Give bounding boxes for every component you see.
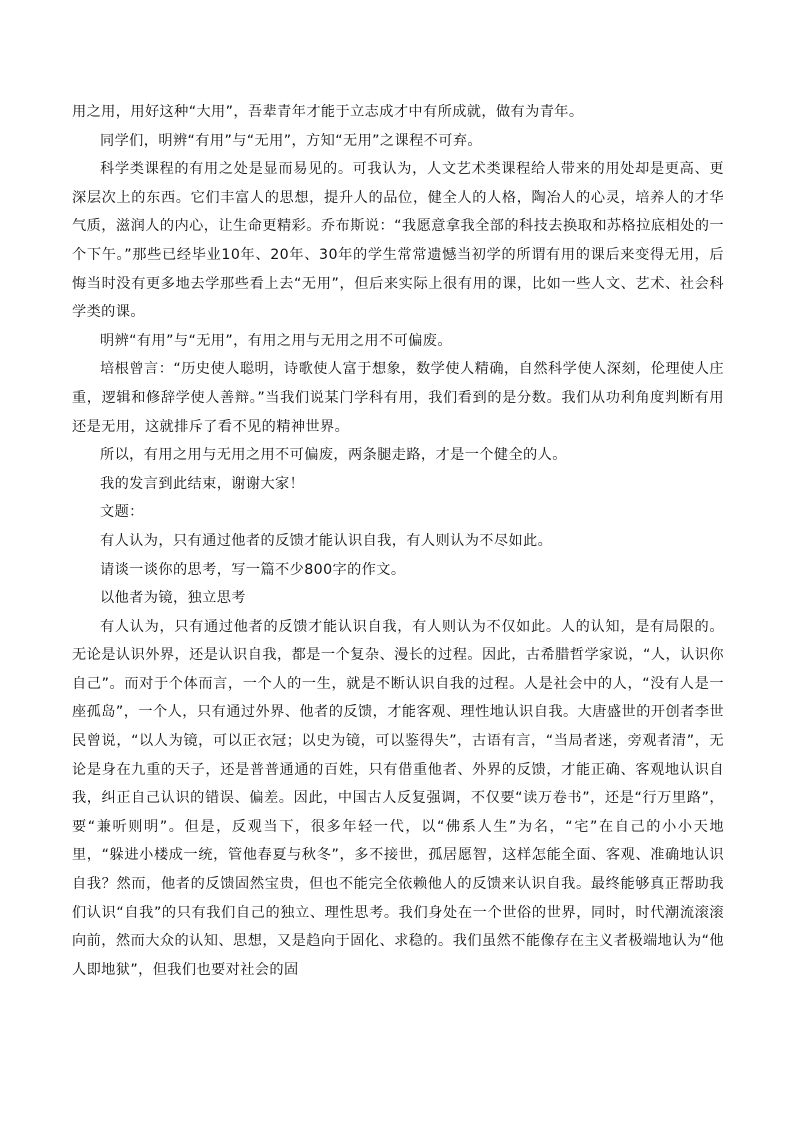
document-body <box>72 98 724 984</box>
essay-title: 以他者为镜，独立思考 <box>100 590 246 607</box>
prompt-label: 文题： <box>100 504 144 521</box>
prompt-text: 有人认为，只有通过他者的反馈才能认识自我，有人则认为不尽如此。 <box>100 532 553 549</box>
essay-paragraph: 有人认为，只有通过他者的反馈才能认识自我，有人则认为不仅如此。人的认知，是有局限的。无论是认识外界，还是认识自我，都是一个复杂、漫长的过程。因此，古希腊哲学家说，“人，认识你自己”。而对于个体而言，一个人的一生，就是不断认识自我的过程。人是社会中的人，“没有人是一座孤岛”，一个人，只有通过外界、他者的反馈，才能客观、理性地认识自我。大唐盛世的开创者李世民曾说，“以人为镜，可以正衣冠；以史为镜，可以鉴得失”，古语有言，“当局者迷，旁观者清”，无论是身在九重的天子，还是普普通通的百姓，只有借重他者、外界的反馈，才能正确、客观地认识自我，纠正自己认识的错误、偏差。因此，中国古人反复强调，不仅要“读万卷书”，还是“行万里路”，要“兼听则明”。但是，反观当下，很多年轻一代，以“佛系人生”为名，“宅”在自己的小小天地里，“躲进小楼成一统，管他春夏与秋冬”，多不接世，孤居愿智，这样怎能全面、客观、准确地认识自我？然而，他者的反馈固然宝贵，但也不能完全依赖他人的反馈来认识自我。最终能够真正帮助我们认识“自我”的只有我们自己的独立、理性思考。我们身处在一个世俗的世界，同时，时代潮流滚滚向前，然而大众的认知、思想，又是趋向于固化、求稳的。我们虽然不能像存在主义者极端地认为“他人即地狱”，但我们也要对社会的固 <box>72 618 725 978</box>
paragraph: 培根曾言：“历史使人聪明，诗歌使人富于想象，数学使人精确，自然科学使人深刻，伦理使人庄重，逻辑和修辞学使人善辩。”当我们说某门学科有用，我们看到的是分数。我们从功利角度判断有用还是无用，这就排斥了看不见的精神世界。 <box>72 361 724 435</box>
paragraph: 同学们，明辨“有用”与“无用”，方知“无用”之课程不可弃。 <box>100 132 483 149</box>
paragraph: 明辨“有用”与“无用”，有用之用与无用之用不可偏废。 <box>100 332 452 349</box>
paragraph-continuation: 用之用，用好这种“大用”，吾辈青年才能于立志成才中有所成就，做有为青年。 <box>72 104 584 120</box>
closing-line: 我的发言到此结束，谢谢大家！ <box>100 475 305 492</box>
prompt-instruction: 请谈一谈你的思考，写一篇不少800字的作文。 <box>100 561 406 578</box>
paragraph: 科学类课程的有用之处是显而易见的。可我认为，人文艺术类课程给人带来的用处却是更高、更深层次上的东西。它们丰富人的思想，提升人的品位，健全人的人格，陶冶人的心灵，培养人的才华气质，滋润人的内心，让生命更精彩。乔布斯说：“我愿意拿我全部的科技去换取和苏格拉底相处的一个下午。”那些已经毕业10年、20年、30年的学生常常遗憾当初学的所谓有用的课后来变得无用，后悔当时没有更多地去学那些看上去“无用”，但后来实际上很有用的课，比如一些人文、艺术、社会科学类的课。 <box>72 161 724 321</box>
paragraph: 所以，有用之用与无用之用不可偏废，两条腿走路，才是一个健全的人。 <box>100 447 567 464</box>
